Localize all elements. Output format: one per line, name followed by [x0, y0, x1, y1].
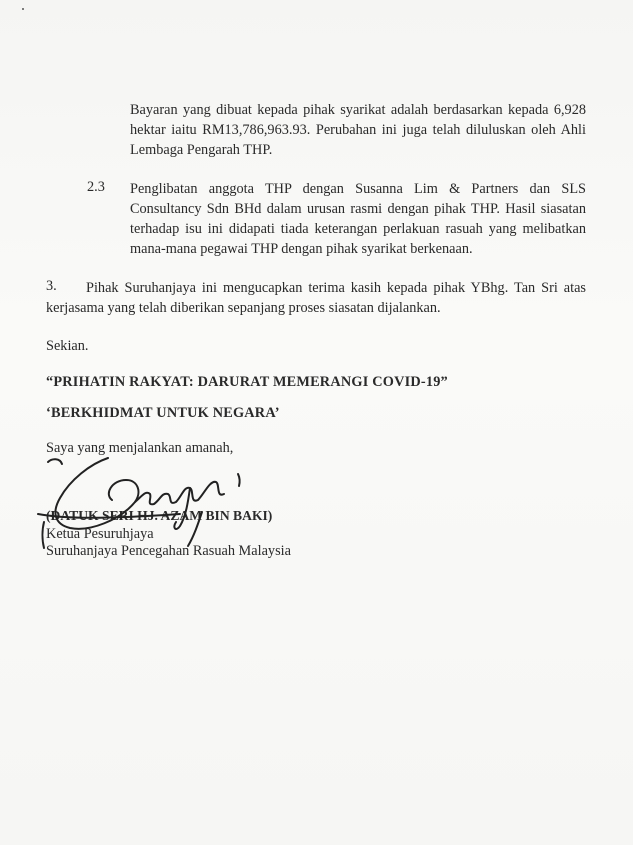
paper-speck [22, 8, 24, 10]
closing-text: Sekian. [46, 338, 89, 354]
section-3-paragraph: Pihak Suruhanjaya ini mengucapkan terima kasih kepada pihak YBhg. Tan Sri atas kerjasama yang telah diberikan sepanjang proses siasatan dijalankan. [46, 280, 586, 316]
section-number-3: 3. [46, 278, 57, 294]
payment-paragraph: Bayaran yang dibuat kepada pihak syarikat adalah berdasarkan kepada 6,928 hektar iaitu RM13,786,963.93. Perubahan ini juga telah diluluskan oleh Ahli Lembaga Pengarah THP. [130, 102, 586, 158]
slogan-berkhidmat: ‘BERKHIDMAT UNTUK NEGARA’ [46, 405, 280, 421]
signatory-name: (DATUK SERI HJ. AZAM BIN BAKI) [46, 508, 273, 523]
section-2-3-paragraph: Penglibatan anggota THP dengan Susanna Lim & Partners dan SLS Consultancy Sdn BHd dalam urusan rasmi dengan pihak THP. Hasil siasatan terhadap isu ini didapati tiada keterangan perlakuan rasuah yang melibatkan mana-mana pegawai THP dengan pihak syarikat berkenaan. [130, 181, 586, 257]
sign-off-intro: Saya yang menjalankan amanah, [46, 440, 234, 456]
signatory-title: Ketua Pesuruhjaya [46, 526, 154, 542]
signatory-organization: Suruhanjaya Pencegahan Rasuah Malaysia [46, 543, 291, 559]
slogan-prihatin-rakyat: “PRIHATIN RAKYAT: DARURAT MEMERANGI COVID-19” [46, 374, 448, 390]
section-number-2-3: 2.3 [87, 179, 105, 195]
